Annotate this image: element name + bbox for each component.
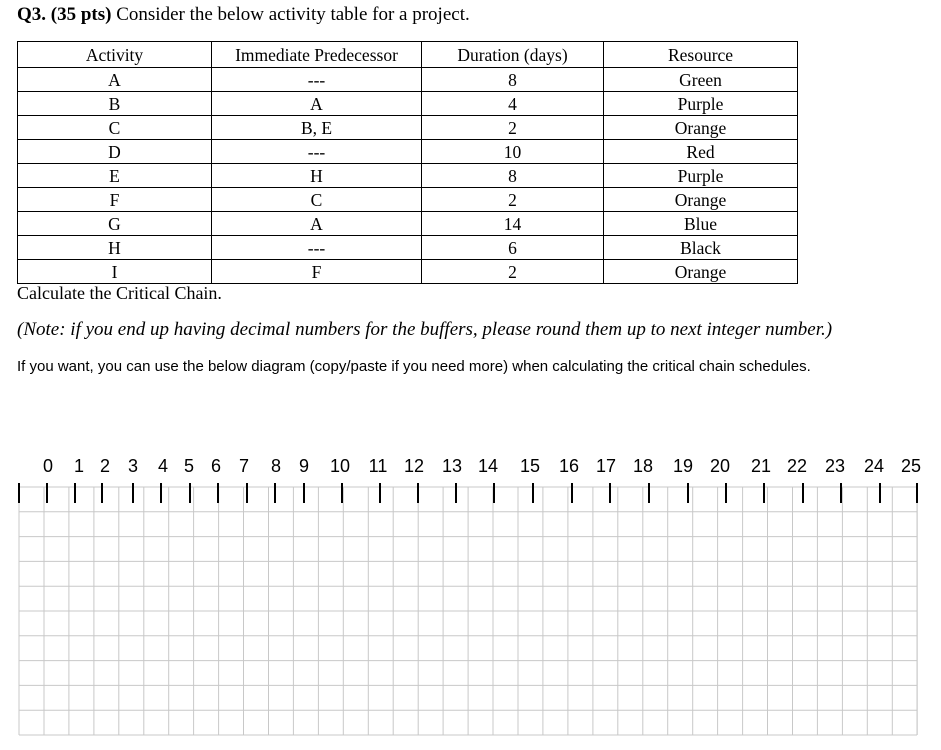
question-title bbox=[17, 4, 470, 26]
cell-predecessor: A bbox=[212, 212, 422, 236]
timeline-label: 3 bbox=[127, 456, 139, 476]
table-row bbox=[18, 140, 798, 164]
cell-resource: Purple bbox=[604, 164, 798, 188]
cell-resource: Orange bbox=[604, 188, 798, 212]
cell-duration: 2 bbox=[422, 116, 604, 140]
cell-duration: 8 bbox=[422, 164, 604, 188]
cell-duration: 6 bbox=[422, 236, 604, 260]
timeline-label: 2 bbox=[99, 456, 111, 476]
schedule-grid bbox=[19, 487, 917, 735]
timeline-label: 11 bbox=[368, 456, 388, 476]
cell-predecessor: F bbox=[212, 260, 422, 284]
diagram-instruction: If you want, you can use the below diagram (copy/paste if you need more) when calculating the critical chain schedules. bbox=[17, 358, 811, 375]
question-number: Q3. bbox=[17, 4, 47, 25]
cell-activity: E bbox=[18, 164, 212, 188]
calculate-instruction: Calculate the Critical Chain. bbox=[17, 283, 222, 303]
timeline-label: 24 bbox=[863, 456, 885, 476]
timeline-label: 7 bbox=[238, 456, 250, 476]
timeline-label: 13 bbox=[441, 456, 463, 476]
cell-activity: A bbox=[18, 68, 212, 92]
rounding-note: (Note: if you end up having decimal numbers for the buffers, please round them up to next integer number.) bbox=[17, 319, 833, 340]
cell-activity: F bbox=[18, 188, 212, 212]
cell-resource: Blue bbox=[604, 212, 798, 236]
timeline-diagram bbox=[0, 445, 941, 750]
timeline-label: 12 bbox=[403, 456, 425, 476]
timeline-label: 15 bbox=[519, 456, 541, 476]
cell-predecessor: --- bbox=[212, 140, 422, 164]
cell-predecessor: H bbox=[212, 164, 422, 188]
cell-duration: 14 bbox=[422, 212, 604, 236]
cell-duration: 10 bbox=[422, 140, 604, 164]
cell-duration: 2 bbox=[422, 260, 604, 284]
cell-resource: Black bbox=[604, 236, 798, 260]
cell-activity: B bbox=[18, 92, 212, 116]
table-row bbox=[18, 188, 798, 212]
timeline-label: 18 bbox=[632, 456, 654, 476]
cell-duration: 8 bbox=[422, 68, 604, 92]
timeline-label: 23 bbox=[824, 456, 846, 476]
timeline-label: 5 bbox=[183, 456, 195, 476]
cell-activity: I bbox=[18, 260, 212, 284]
cell-predecessor: A bbox=[212, 92, 422, 116]
question-points: (35 pts) bbox=[50, 4, 112, 25]
header-resource: Resource bbox=[604, 42, 798, 68]
cell-resource: Orange bbox=[604, 260, 798, 284]
cell-duration: 2 bbox=[422, 188, 604, 212]
cell-predecessor: --- bbox=[212, 236, 422, 260]
timeline-label: 1 bbox=[73, 456, 85, 476]
table-row bbox=[18, 212, 798, 236]
cell-activity: D bbox=[18, 140, 212, 164]
table-row bbox=[18, 236, 798, 260]
cell-resource: Orange bbox=[604, 116, 798, 140]
header-predecessor: Immediate Predecessor bbox=[212, 42, 422, 68]
cell-predecessor: C bbox=[212, 188, 422, 212]
table-body bbox=[18, 68, 798, 284]
cell-predecessor: B, E bbox=[212, 116, 422, 140]
cell-resource: Purple bbox=[604, 92, 798, 116]
header-duration: Duration (days) bbox=[422, 42, 604, 68]
activity-table bbox=[17, 41, 798, 284]
timeline-label: 8 bbox=[270, 456, 282, 476]
timeline-label: 4 bbox=[157, 456, 169, 476]
table-row bbox=[18, 68, 798, 92]
timeline-label: 17 bbox=[595, 456, 617, 476]
cell-resource: Red bbox=[604, 140, 798, 164]
table-row bbox=[18, 116, 798, 140]
cell-activity: C bbox=[18, 116, 212, 140]
timeline-label: 6 bbox=[210, 456, 222, 476]
question-text: Consider the below activity table for a project. bbox=[116, 4, 470, 25]
table-header-row bbox=[18, 42, 798, 68]
table-row bbox=[18, 164, 798, 188]
timeline-label: 9 bbox=[298, 456, 310, 476]
timeline-label: 19 bbox=[672, 456, 694, 476]
timeline-label: 14 bbox=[477, 456, 499, 476]
cell-resource: Green bbox=[604, 68, 798, 92]
cell-predecessor: --- bbox=[212, 68, 422, 92]
cell-activity: H bbox=[18, 236, 212, 260]
timeline-label: 22 bbox=[786, 456, 808, 476]
timeline-label: 10 bbox=[329, 456, 351, 476]
timeline-label: 21 bbox=[750, 456, 772, 476]
cell-duration: 4 bbox=[422, 92, 604, 116]
cell-activity: G bbox=[18, 212, 212, 236]
table-row bbox=[18, 260, 798, 284]
timeline-label: 20 bbox=[709, 456, 731, 476]
timeline-label: 25 bbox=[900, 456, 922, 476]
header-activity: Activity bbox=[18, 42, 212, 68]
table-row bbox=[18, 92, 798, 116]
timeline-labels bbox=[43, 456, 921, 476]
timeline-label: 0 bbox=[42, 456, 54, 476]
timeline-label: 16 bbox=[558, 456, 580, 476]
